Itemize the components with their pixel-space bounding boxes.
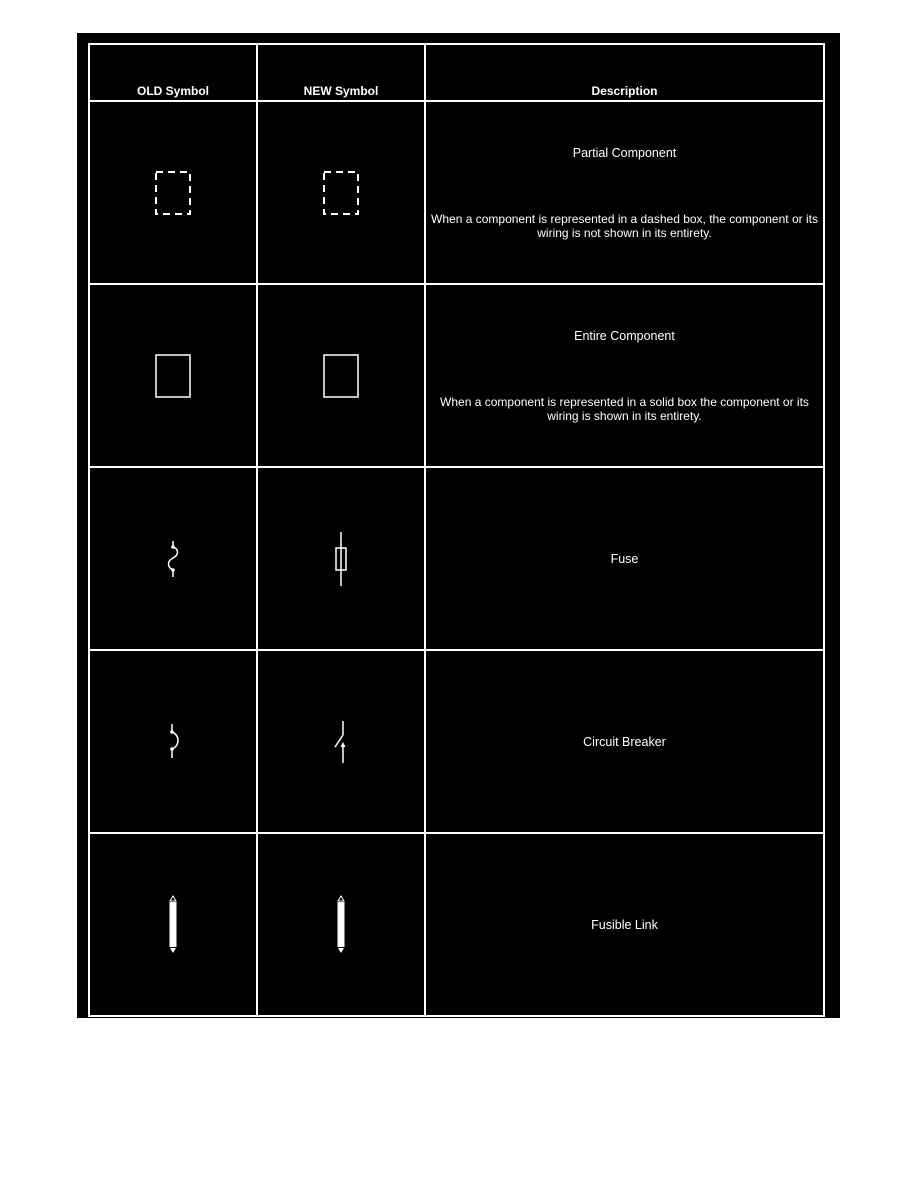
solid-box-icon (153, 352, 193, 400)
new-symbol-cell (257, 833, 425, 1016)
dashed-box-icon (321, 169, 361, 217)
header-old-symbol: OLD Symbol (89, 44, 257, 101)
description-title: Fuse (610, 551, 639, 566)
table-row (89, 833, 824, 1016)
new-symbol-cell (257, 650, 425, 833)
symbol-legend-sheet (77, 33, 840, 1018)
description-cell (425, 101, 824, 284)
old-symbol-cell (89, 650, 257, 833)
circuit-breaker-old-icon (163, 722, 183, 762)
circuit-breaker-new-icon (331, 719, 351, 765)
description-title: Circuit Breaker (583, 734, 666, 749)
new-symbol-cell (257, 101, 425, 284)
description-body: When a component is represented in a solid box the component or its wiring is shown in its entirety. (440, 394, 809, 423)
fusible-link-icon (333, 895, 349, 955)
old-symbol-cell (89, 101, 257, 284)
description-cell (425, 284, 824, 467)
symbol-legend-table (88, 43, 825, 1017)
solid-box-icon (321, 352, 361, 400)
description-title: Entire Component (574, 328, 675, 343)
old-symbol-cell (89, 284, 257, 467)
fuse-old-icon (163, 539, 183, 579)
old-symbol-cell (89, 467, 257, 650)
table-row (89, 650, 824, 833)
dashed-box-icon (153, 169, 193, 217)
header-new-symbol: NEW Symbol (257, 44, 425, 101)
old-symbol-cell (89, 833, 257, 1016)
description-cell (425, 833, 824, 1016)
fuse-new-icon (331, 531, 351, 587)
table-row (89, 284, 824, 467)
description-title: Fusible Link (591, 917, 658, 932)
description-cell (425, 650, 824, 833)
header-description: Description (425, 44, 824, 101)
new-symbol-cell (257, 467, 425, 650)
description-cell (425, 467, 824, 650)
fusible-link-icon (165, 895, 181, 955)
table-header-row (89, 44, 824, 101)
description-title: Partial Component (572, 145, 677, 160)
table-row (89, 101, 824, 284)
new-symbol-cell (257, 284, 425, 467)
description-body: When a component is represented in a dashed box, the component or its wiring is not shown in its entirety. (431, 211, 818, 240)
table-row (89, 467, 824, 650)
